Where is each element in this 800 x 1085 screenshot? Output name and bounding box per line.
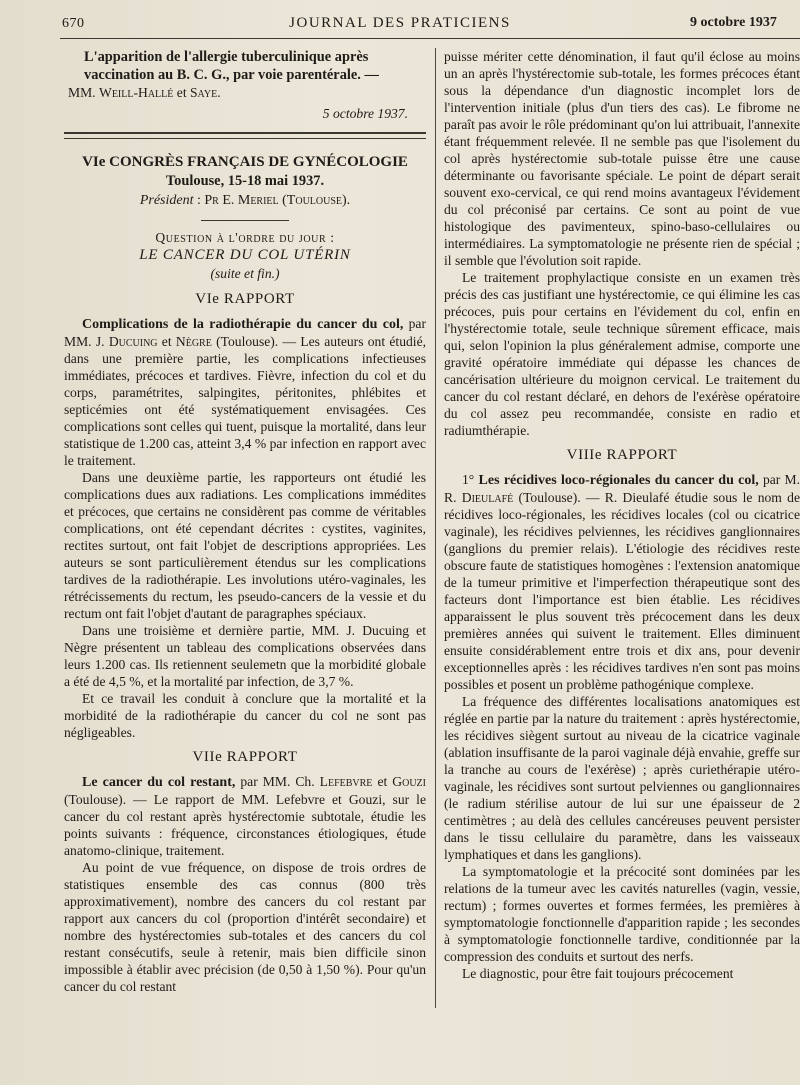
question-subtitle: (suite et fin.) bbox=[210, 266, 280, 281]
rapport-7-paragraph-1: Le cancer du col restant, par MM. Ch. Lefebvre et Gouzi (Toulouse). — Le rapport de MM. Lefebvre et Gouzi, sur le cancer du col restant après hystérectomie subtotale, étudie les points suivants : fréquence, circonstances étiologiques, étude anatomo-clinique, traitement. bbox=[64, 774, 426, 858]
rapport-6-heading: VIe RAPPORT bbox=[195, 291, 295, 307]
rapport-8-heading: VIIIe RAPPORT bbox=[566, 447, 678, 463]
rapport-7-continuation: puisse mériter cette dénomination, il faut qu'il éclose au moins un an après l'hystérectomie sub-totale, les formes précoces étant sous la dépendance d'un diagnostic incomplet lors de l'intervention initiale (plus d'un tiers des cas). Le fibrome ne paraît pas avoir le rôle prédominant qu'on lui attribuait, l'annexite étant fréquemment relevée. Il ne semble pas que l'isolement du col après hystérectomie sub-totale puisse être une cause déterminante ou favorisante spéciale. Le point de départ serait souvent exo-cervical, ce qui rend moins avantageux l'évidement du col préconisé par certains. Ce sont au point de vue histologique des pavimenteux, spino-baso-cellulaires ou intermédiaires. La symptomatologie ne présente rien de spécial ; il semble que l'évolution soit rapide. bbox=[444, 49, 800, 268]
rapport-6-title: Complications de la radiothérapie du cancer du col, bbox=[82, 317, 404, 332]
rapport-8-paragraph-4: Le diagnostic, pour être fait toujours précocement bbox=[462, 966, 734, 981]
note-author-2: Saye. bbox=[190, 85, 221, 100]
left-column bbox=[64, 48, 426, 995]
section-double-rule bbox=[64, 132, 426, 139]
right-column bbox=[444, 48, 800, 1058]
short-rule bbox=[201, 220, 289, 221]
rapport-7-heading: VIIe RAPPORT bbox=[192, 749, 298, 765]
header-rule bbox=[60, 38, 800, 39]
rapport-6-paragraph-3: Dans une troisième et dernière partie, MM. J. Ducuing et Nègre présentent un tableau des complications observées dans leurs 1.200 cas. Ils retiennent seulemetn que la morbidité globale a été de 4,5 %, et la mortalité par infection, de 3,7 %. bbox=[64, 623, 426, 689]
rapport-6-paragraph-2: Dans une deuxième partie, les rapporteurs ont étudié les complications dues aux radiations. Les complications immédites et précoces, que certains ne considèrent pas comme de véritables complications, ont été cependant décrites : cystites, vaginites, rectites surtout, ont fait l'objet de descriptions appropriées. Les auteurs se sont particulièrement étendus sur les complications tardives de la radiothérapie. Les involutions utéro-vaginales, les rétrécissements du rectum, les pseudo-cancers de la vessie et du rectum ont fait l'objet d'autant de paragraphes spéciaux. bbox=[64, 470, 426, 621]
issue-date: 9 octobre 1937 bbox=[690, 15, 777, 30]
congress-title: VIe CONGRÈS FRANÇAIS DE GYNÉCOLOGIE bbox=[82, 154, 408, 170]
rapport-6-paragraph-1: Complications de la radiothérapie du cancer du col, par MM. J. Ducuing et Nègre (Toulouse). — Les auteurs ont étudié, dans une première partie, les complications infectieuses immédiates, précoces et tardives. Fièvre, infection du col et du corps, paramétrites, salpingites, péritonites, phlébites et septicémies ont été systématiquement envisagées. Ces complications sont celles qui tuent, puisque la mortalité, dans leur statistique de 1.200 cas, atteint 3,4 % par infection en rapport avec le traitement. bbox=[64, 316, 427, 468]
note-title: L'apparition de l'allergie tuberculinique après vaccination au B. C. G., par voie parentérale. — bbox=[84, 49, 379, 83]
rapport-6-paragraph-4: Et ce travail les conduit à conclure que la mortalité et la morbidité de la radiothérapie du cancer du col ne sont pas négligeables. bbox=[64, 691, 426, 740]
column-divider bbox=[435, 48, 436, 1008]
running-head bbox=[0, 0, 800, 40]
question-subject: LE CANCER DU COL UTÉRIN bbox=[139, 247, 351, 263]
rapport-8-paragraph-1: 1° Les récidives loco-régionales du cancer du col, par M. R. Dieulafé (Toulouse). — R. Dieulafé étudie sous le nom de récidives loco-régionales, les récidives locales (col ou cicatrice vaginale), les récidives pelviennes, les récidives ganglionnaires (ganglions du premier relais). L'étiologie des récidives reste obscure faute de statistiques homogènes : l'extension anatomique de la tumeur primitive et l'imperfection thérapeutique sont des facteurs dont l'importance est bien établie. Les récidives apparaissent le plus souvent très précocement dans les deux premières années qui suivent le traitement. Elles diminuent ensuite considérablement entre trois et dix ans, pour devenir exceptionnelles après : les récidives tardives n'en sont pas moins possibles et posent un problème pathogénique complexe. bbox=[444, 472, 800, 692]
rapport-8-paragraph-2: La fréquence des différentes localisations anatomiques est réglée en partie par la nature du traitement : après hystérectomie, les récidives siègent surtout au niveau de la cicatrice vaginale (ablation insuffisante de la paroi vaginale déjà envahie, greffe sur la tranche au cours de l'exérèse) ; après curiethérapie utéro-vaginale, les récidives sont surtout pelviennes ou ganglionnaires (le radium stérilise autour de lui sur une épaisseur de 2 centimètres ; au delà des cellules cancéreuses peuvent persister dans le tissu cellulaire du paramètre, dans les vaisseaux lymphatiques et dans les ganglions). bbox=[444, 694, 800, 862]
journal-title: JOURNAL DES PRATICIENS bbox=[289, 15, 511, 31]
note-authors: MM. Weill-Hallé et Saye. bbox=[68, 85, 221, 100]
question-label: Question à l'ordre du jour : bbox=[155, 230, 335, 245]
congress-president: Président : Pr E. Meriel (Toulouse). bbox=[139, 193, 351, 208]
page-number: 670 bbox=[62, 16, 85, 31]
note-author-1: Weill-Hallé bbox=[98, 85, 174, 100]
rapport-7-paragraph-treatment: Le traitement prophylactique consiste en un examen très précis des cas justifiant une hystérectomie, ce qui élimine les cas précoces, puis pour certains en l'évidement du col, enfin en l'hystérectomie totale, seule technique sûrement efficace, mais qui, selon l'opinion la plus généralement admise, comporte une gravité opératoire immédiate qui dépasse les chances de cancérisation ultérieure du moignon cervical. Le traitement du cancer du col restant déclaré, en dehors de l'exérèse opératoire du col assez peu recommandée, consiste en radio et radiumthérapie. bbox=[444, 270, 800, 438]
rapport-7-title: Le cancer du col restant, bbox=[82, 775, 236, 790]
rapport-8-title: Les récidives loco-régionales du cancer du col, bbox=[474, 473, 759, 488]
note-date: 5 octobre 1937. bbox=[322, 106, 408, 121]
congress-place: Toulouse, 15-18 mai 1937. bbox=[165, 173, 325, 189]
rapport-8-paragraph-3: La symptomatologie et la précocité sont dominées par les relations de la tumeur avec les cavités naturelles (vagin, vessie, rectum) ; formes ouvertes et formes fermées, les premières à symptomatologie fonctionnelle d'apparition rapide ; les secondes à symptomatologie fonctionnelle tardive, conditionnée par la compression des conduits et surtout des nerfs. bbox=[444, 864, 800, 964]
rapport-7-paragraph-2: Au point de vue fréquence, on dispose de trois ordres de statistiques ensemble des cas connus (800 très approximativement), nombre des cancers du col restant par rapport aux cancers du col (proportion d'intérêt secondaire) et nombre des hystérectomies sub-totales et des cancers du col restant consécutifs, seule à retenir, mais bien difficile sinon impossible à établir avec précision (de 0,50 à 1,50 %). Pour qu'un cancer du col restant bbox=[64, 860, 426, 994]
